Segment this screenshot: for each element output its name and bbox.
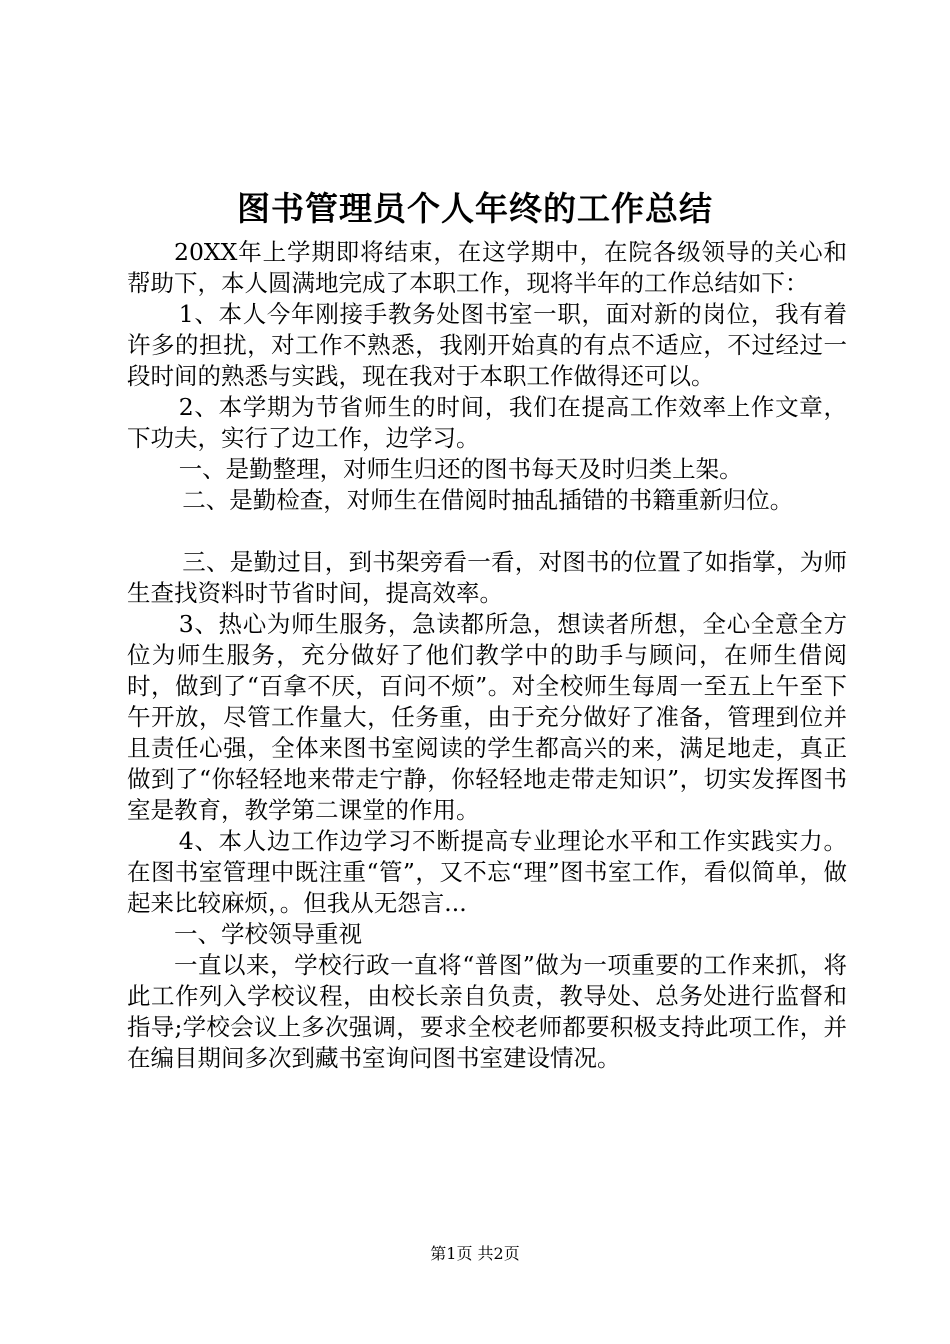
paragraph-item-3: 3、热心为师生服务，急读都所急，想读者所想，全心全意全方位为师生服务，充分做好了他们教学中的助手与顾问，在师生借阅时，做到了“百拿不厌，百问不烦”。对全校师生每周一至五上午至下午开放，尽管工作量大，任务重，由于充分做好了准备，管理到位并且责任心强，全体来图书室阅读的学生都高兴的来，满足地走，真正做到了“你轻轻地来带走宁静，你轻轻地走带走知识”，切实发挥图书室是教育，教学第二课堂的作用。 xyxy=(127,610,847,824)
paragraph-item-4: 4、本人边工作边学习不断提高专业理论水平和工作实践实力。在图书室管理中既注重“管”，又不忘“理”图书室工作，看似简单，做起来比较麻烦，。但我从无怨言... xyxy=(127,827,847,917)
paragraph-item-2: 2、本学期为节省师生的时间，我们在提高工作效率上作文章，下功夫，实行了边工作，边学习。 xyxy=(127,393,847,452)
section-heading: 一、学校领导重视 xyxy=(174,920,362,948)
paragraph-sub-1: 一、是勤整理，对师生归还的图书每天及时归类上架。 xyxy=(178,455,743,483)
paragraph-sub-3: 三、是勤过目，到书架旁看一看，对图书的位置了如指掌，为师生查找资料时节省时间，提高效率。 xyxy=(127,548,847,607)
document-title: 图书管理员个人年终的工作总结 xyxy=(237,189,713,228)
page-footer: 第1页 共2页 xyxy=(430,1244,520,1263)
paragraph-sub-2: 二、是勤检查，对师生在借阅时抽乱插错的书籍重新归位。 xyxy=(182,486,794,514)
paragraph-section-body: 一直以来，学校行政一直将“普图”做为一项重要的工作来抓，将此工作列入学校议程，由校长亲自负责，教导处、总务处进行监督和指导;学校会议上多次强调，要求全校老师都要积极支持此项工作，并在编目期间多次到藏书室询问图书室建设情况。 xyxy=(127,951,847,1072)
paragraph-item-1: 1、本人今年刚接手教务处图书室一职，面对新的岗位，我有着许多的担扰，对工作不熟悉，我刚开始真的有点不适应，不过经过一段时间的熟悉与实践，现在我对于本职工作做得还可以。 xyxy=(127,300,847,390)
paragraph-intro: 20XX年上学期即将结束，在这学期中，在院各级领导的关心和帮助下，本人圆满地完成了本职工作，现将半年的工作总结如下： xyxy=(127,238,847,297)
document-body xyxy=(127,237,847,1074)
paragraph-spacer xyxy=(127,516,847,547)
